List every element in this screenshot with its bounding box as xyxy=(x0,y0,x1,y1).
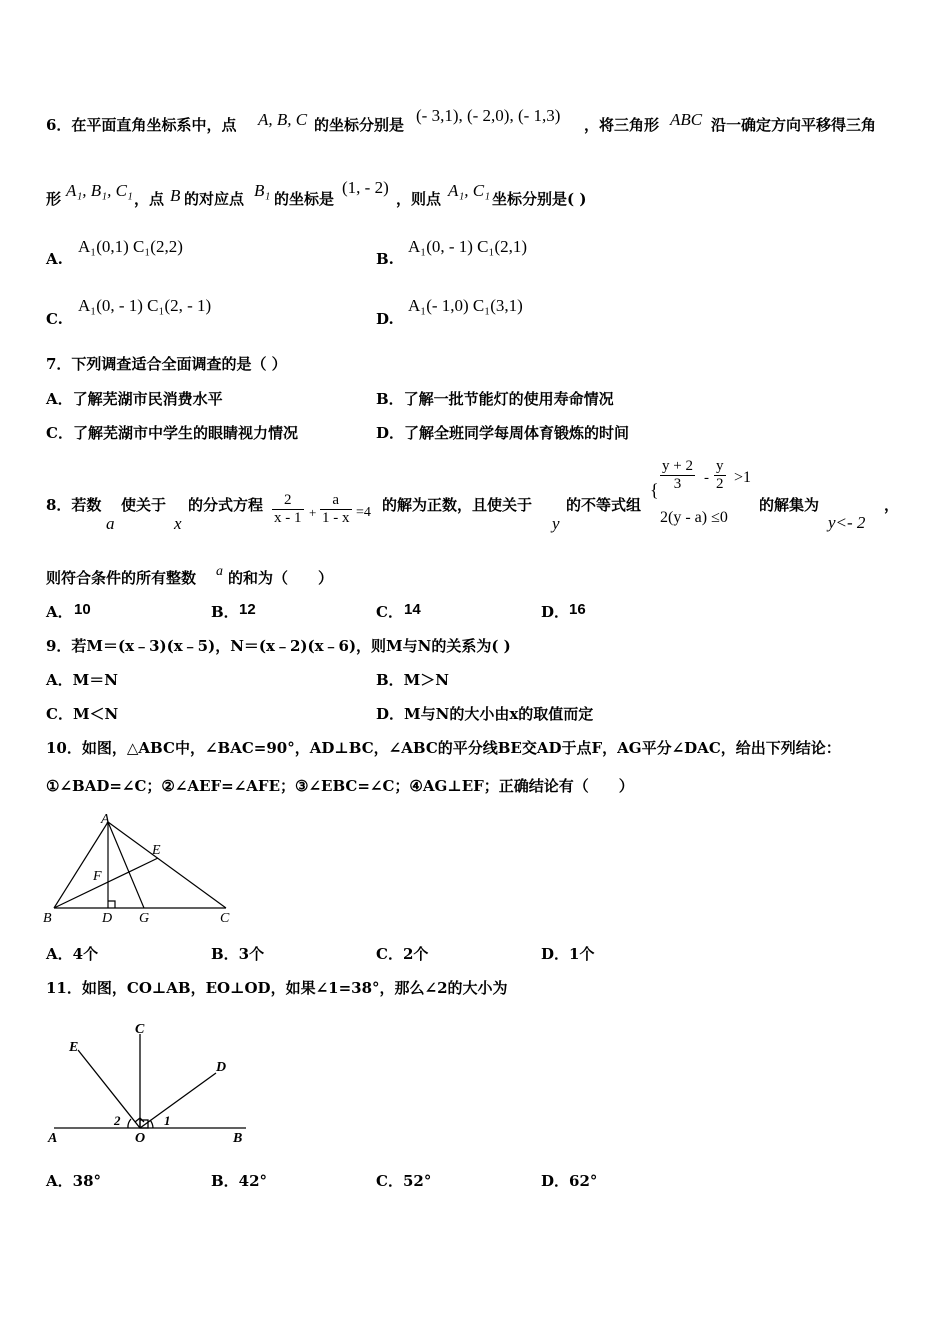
q6-option-a: A₁(0,1) C₁(2,2) xyxy=(78,237,183,256)
q8-ineq1-fraction-1-num: y + 2 xyxy=(662,458,693,474)
q6-option-c: A₁(0, - 1) C₁(2, - 1) xyxy=(78,296,212,315)
q8-text-8: 的和为（ ） xyxy=(228,569,334,587)
q7-option-a: A．了解芜湖市民消费水平 xyxy=(46,390,223,408)
q6-text-1: 6．在平面直角坐标系中，点 xyxy=(46,116,237,134)
q6-math-b1-coord: (1, - 2) xyxy=(342,178,389,197)
q10-option-c: C．2个 xyxy=(376,945,429,963)
q6-text-9: ，则点 xyxy=(396,190,442,208)
q10-option-d: D．1个 xyxy=(541,945,595,963)
q9-option-d: D．M与N的大小由x的取值而定 xyxy=(376,705,594,723)
q10-stem-line-2: ①∠BAD=∠C；②∠AEF=∠AFE；③∠EBC=∠C；④AG⊥EF；正确结论有（ ） xyxy=(46,777,634,795)
q10-triangle-figure xyxy=(40,812,240,930)
q8-math-a-2: a xyxy=(216,564,223,579)
q10-label-c: C xyxy=(220,911,230,926)
q11-arc-angle-1 xyxy=(150,1120,153,1128)
q8-text-5: 的不等式组 xyxy=(566,496,642,514)
q11-label-a: A xyxy=(48,1131,58,1146)
q6-math-a1b1c1: A₁, B₁, C₁ xyxy=(66,181,133,200)
q11-label-angle-1: 1 xyxy=(164,1113,171,1128)
q10-right-angle-mark xyxy=(108,901,115,908)
q11-label-b: B xyxy=(233,1131,243,1146)
q8-math-a: a xyxy=(106,514,115,533)
q6-option-b: A₁(0, - 1) C₁(2,1) xyxy=(408,237,528,256)
q11-label-d: D xyxy=(216,1060,227,1075)
q8-option-c-value: 14 xyxy=(404,601,421,618)
q8-brace: { xyxy=(650,480,659,500)
q8-text-4: 的解为正数，且使关于 xyxy=(382,496,533,514)
q8-math-x: x xyxy=(174,514,182,533)
q6-option-c-label: C. xyxy=(46,310,63,328)
q8-text-1: 8．若数 xyxy=(46,496,102,514)
q11-ray-oe xyxy=(78,1050,140,1128)
q8-fraction-2 xyxy=(320,492,352,527)
q6-text-5: 形 xyxy=(46,190,62,208)
q8-fraction-1-num: 2 xyxy=(272,492,304,510)
q11-label-o: O xyxy=(135,1131,146,1146)
q6-math-b: B xyxy=(170,186,181,205)
q8-ineq2: 2(y - a) ≤0 xyxy=(660,509,728,526)
q7-option-b: B．了解一批节能灯的使用寿命情况 xyxy=(376,390,614,408)
q8-ineq1-fraction-2-num: y xyxy=(716,458,724,474)
q8-option-d-value: 16 xyxy=(569,601,586,618)
q10-label-f: F xyxy=(93,869,102,884)
q8-fraction-2-num: a xyxy=(320,492,352,510)
q6-text-3: ，将三角形 xyxy=(584,116,660,134)
q11-ray-od xyxy=(140,1073,216,1128)
q6-text-2: 的坐标分别是 xyxy=(314,116,405,134)
q11-arc-angle-2 xyxy=(128,1119,131,1128)
q6-text-4: 沿一确定方向平移得三角 xyxy=(711,116,877,134)
q8-option-b-value: 12 xyxy=(239,601,256,618)
q8-option-b-label: B． xyxy=(211,603,239,621)
q6-math-b1: B₁ xyxy=(254,181,271,200)
q10-label-d: D xyxy=(102,911,113,926)
q8-text-7: 则符合条件的所有整数 xyxy=(46,569,197,587)
q11-stem: 11．如图，CO⊥AB，EO⊥OD，如果∠1=38°，那么∠2的大小为 xyxy=(46,979,508,997)
q8-ineq1-minus: - xyxy=(704,470,709,486)
q8-math-solution: y<- 2 xyxy=(828,513,866,532)
q6-math-coords: (- 3,1), (- 2,0), (- 1,3) xyxy=(416,106,561,125)
q8-option-a-label: A． xyxy=(46,603,73,621)
q8-eq4: =4 xyxy=(356,505,371,520)
q11-label-e: E xyxy=(69,1040,79,1055)
q11-option-a: A．38° xyxy=(46,1172,102,1190)
q9-option-b: B．M＞N xyxy=(376,671,449,689)
q11-angle-figure xyxy=(40,1018,260,1148)
q8-fraction-1-den: x - 1 xyxy=(274,510,302,526)
q10-label-g: G xyxy=(139,911,150,926)
q8-fraction-1 xyxy=(272,492,304,527)
q8-text-3: 的分式方程 xyxy=(188,496,264,514)
q8-comma: ， xyxy=(884,496,900,514)
q8-fraction-2-den: 1 - x xyxy=(322,510,350,526)
q6-text-6: ，点 xyxy=(134,190,165,208)
q8-ineq1-fraction-2 xyxy=(714,458,726,493)
q8-ineq1-fraction-2-den: 2 xyxy=(716,476,724,492)
q7-option-c: C．了解芜湖市中学生的眼睛视力情况 xyxy=(46,424,298,442)
q7-stem: 7．下列调查适合全面调查的是（ ） xyxy=(46,355,287,373)
q10-label-b: B xyxy=(43,911,52,926)
q10-label-a: A xyxy=(101,812,110,827)
q10-stem-line-1: 10．如图，△ABC中，∠BAC=90°，AD⊥BC，∠ABC的平分线BE交AD于点F，AG平分∠DAC，给出下列结论： xyxy=(46,739,841,757)
q11-option-c: C．52° xyxy=(376,1172,432,1190)
q6-math-abc-triangle: ABC xyxy=(670,110,703,129)
q8-text-2: 使关于 xyxy=(121,496,167,514)
q9-stem: 9．若M＝(x﹣3)(x﹣5)，N＝(x﹣2)(x﹣6)，则M与N的关系为( ) xyxy=(46,637,511,655)
q10-option-a: A．4个 xyxy=(46,945,99,963)
q6-option-d-label: D. xyxy=(376,310,394,328)
q8-ineq1-fraction-1-den: 3 xyxy=(673,476,682,492)
q6-text-7: 的对应点 xyxy=(184,190,245,208)
q6-math-abc: A, B, C xyxy=(258,110,308,129)
q8-math-y: y xyxy=(552,514,560,533)
q6-option-a-label: A. xyxy=(46,250,63,268)
q6-text-10: 坐标分别是( ) xyxy=(492,190,587,208)
q6-text-8: 的坐标是 xyxy=(274,190,335,208)
q8-text-6: 的解集为 xyxy=(759,496,820,514)
q10-label-e: E xyxy=(152,843,161,858)
q7-option-d: D．了解全班同学每周体育锻炼的时间 xyxy=(376,424,630,442)
q8-ineq1-gt: >1 xyxy=(734,469,752,486)
q8-ineq1-fraction-1 xyxy=(660,458,695,493)
q6-option-d: A₁(- 1,0) C₁(3,1) xyxy=(408,296,523,315)
q8-option-d-label: D． xyxy=(541,603,570,621)
q11-label-angle-2: 2 xyxy=(114,1113,121,1128)
q9-option-a: A．M＝N xyxy=(46,671,118,689)
q8-option-a-value: 10 xyxy=(74,601,91,618)
q11-label-c: C xyxy=(135,1022,145,1037)
q9-option-c: C．M＜N xyxy=(46,705,119,723)
q11-option-b: B．42° xyxy=(211,1172,268,1190)
q11-option-d: D．62° xyxy=(541,1172,598,1190)
q6-math-a1c1: A₁, C₁ xyxy=(448,181,491,200)
q8-plus: + xyxy=(309,505,317,520)
q8-option-c-label: C． xyxy=(376,603,403,621)
q10-option-b: B．3个 xyxy=(211,945,265,963)
q6-option-b-label: B. xyxy=(376,250,394,268)
